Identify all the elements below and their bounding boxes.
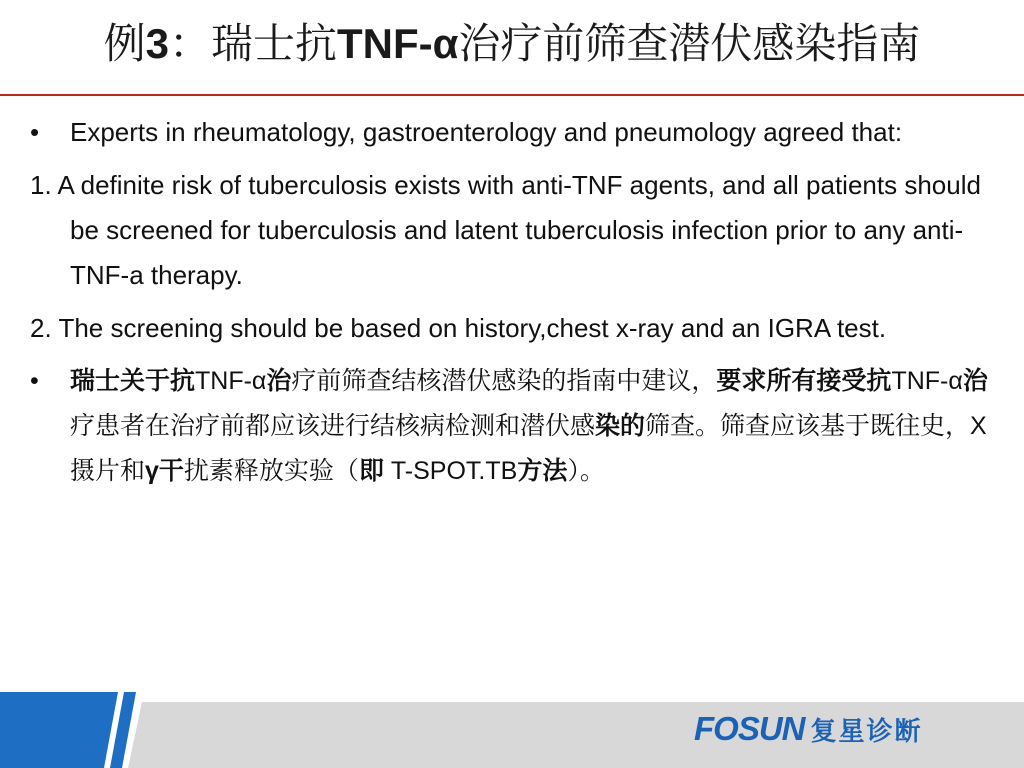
slide-body <box>30 110 1005 502</box>
title-number: 3 <box>145 20 169 67</box>
cn-text-bold: 染的 <box>595 412 646 440</box>
bullet-paragraph-experts <box>30 110 1005 155</box>
bullet-paragraph-chinese <box>30 359 1005 494</box>
title-colon: ： <box>168 20 211 67</box>
cn-text-bold: 要求所有接受抗 <box>716 367 892 395</box>
cn-text: 摄片和 <box>70 457 146 485</box>
numbered-paragraph-1: 1. A definite risk of tuberculosis exists with anti-TNF agents, and all patients should be screened for tuberculosis and latent tuberculosis infection prior to any anti-TNF-a therapy. <box>30 170 981 290</box>
logo-wordmark: FOSUN <box>694 710 805 747</box>
cn-text: 筛查。筛查应该基于既往史， <box>645 412 971 440</box>
cn-text-drug: TNF-α <box>195 367 267 395</box>
numbered-paragraph-2: 2. The screening should be based on history,chest x-ray and an IGRA test. <box>30 313 887 343</box>
cn-text-bold: γ干 <box>145 457 184 485</box>
cn-text: X <box>970 412 987 440</box>
paragraph-text: Experts in rheumatology, gastroenterology and pneumology agreed that: <box>70 117 903 147</box>
title-rest: 治疗前筛查潜伏感染指南 <box>458 20 921 67</box>
bullet-marker: • <box>30 367 39 395</box>
cn-text: 疗前筛查结核潜伏感染的指南中建议， <box>291 367 717 395</box>
title-lead: 瑞士抗 <box>210 20 337 67</box>
logo-chinese-name: 复星诊断 <box>810 716 923 747</box>
title-drug: TNF-α <box>336 20 459 67</box>
cn-text: ）。 <box>567 457 605 485</box>
cn-text: T-SPOT.TB <box>383 457 518 485</box>
title-prefix: 例 <box>103 20 146 67</box>
fosun-logo <box>694 712 923 746</box>
cn-text-bold: 瑞士关于抗 <box>70 367 196 395</box>
cn-text: 疗患者在治疗前都应该进行结核病检测和潜伏感 <box>70 412 596 440</box>
cn-text-bold: 方法 <box>517 457 568 485</box>
title-divider <box>0 94 1024 96</box>
cn-text-bold: 即 <box>358 457 384 485</box>
cn-text-drug: TNF-α <box>891 367 963 395</box>
bullet-marker: • <box>30 117 40 147</box>
cn-text-bold: 治 <box>962 367 988 395</box>
slide-title <box>0 14 1024 74</box>
cn-text-bold: 治 <box>266 367 292 395</box>
cn-text: 扰素释放实验（ <box>183 457 359 485</box>
